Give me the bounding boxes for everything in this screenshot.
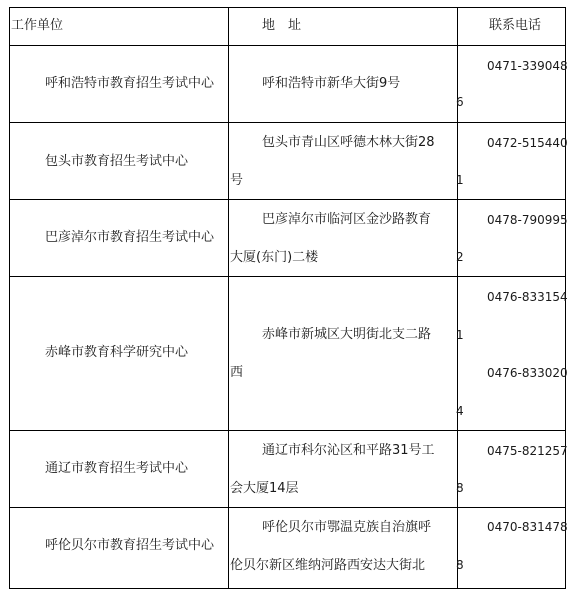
row-phone-line: 0472-515440: [487, 136, 568, 150]
row-phone-line: 0476-833020: [487, 366, 568, 380]
column-divider: [228, 7, 229, 589]
row-address-line: 通辽市科尔沁区和平路31号工: [262, 443, 435, 458]
row-unit: 呼伦贝尔市教育招生考试中心: [45, 538, 215, 553]
row-address-line: 会大厦14层: [230, 481, 299, 496]
row-unit: 巴彦淖尔市教育招生考试中心: [45, 230, 215, 245]
row-unit: 包头市教育招生考试中心: [45, 154, 189, 169]
row-address-line: 巴彦淖尔市临河区金沙路教育: [262, 212, 432, 227]
row-phone-line: 8: [456, 481, 464, 495]
row-phone-line: 0475-821257: [487, 444, 568, 458]
row-address-line: 号: [230, 173, 244, 188]
row-phone-line: 1: [456, 328, 464, 342]
row-divider: [9, 45, 566, 46]
row-phone-line: 0471-339048: [487, 59, 568, 73]
row-divider: [9, 430, 566, 431]
row-unit: 通辽市教育招生考试中心: [45, 461, 189, 476]
row-phone-line: 6: [456, 95, 464, 109]
row-phone-line: 0476-833154: [487, 290, 568, 304]
row-address-line: 西: [230, 365, 244, 380]
table-outer-border: [9, 7, 566, 589]
header-unit: 工作单位: [11, 18, 64, 33]
row-phone-line: 4: [456, 404, 464, 418]
row-divider: [9, 507, 566, 508]
row-divider: [9, 276, 566, 277]
row-address-line: 大厦(东门)二楼: [230, 250, 319, 265]
row-address-line: 赤峰市新城区大明街北支二路: [262, 327, 432, 342]
row-phone-line: 0478-790995: [487, 213, 568, 227]
row-address-line: 呼和浩特市新华大街9号: [262, 76, 401, 91]
row-address-line: 伦贝尔新区维纳河路西安达大街北: [230, 558, 426, 573]
row-address-line: 包头市青山区呼德木林大街28: [262, 135, 435, 150]
row-phone-line: 0470-831478: [487, 520, 568, 534]
row-phone-line: 8: [456, 558, 464, 572]
row-address-line: 呼伦贝尔市鄂温克族自治旗呼: [262, 520, 432, 535]
row-phone-line: 1: [456, 173, 464, 187]
row-divider: [9, 122, 566, 123]
row-phone-line: 2: [456, 250, 464, 264]
row-unit: 呼和浩特市教育招生考试中心: [45, 76, 215, 91]
header-phone: 联系电话: [489, 18, 542, 33]
row-divider: [9, 199, 566, 200]
header-address: 地 址: [262, 18, 302, 33]
row-unit: 赤峰市教育科学研究中心: [45, 345, 189, 360]
